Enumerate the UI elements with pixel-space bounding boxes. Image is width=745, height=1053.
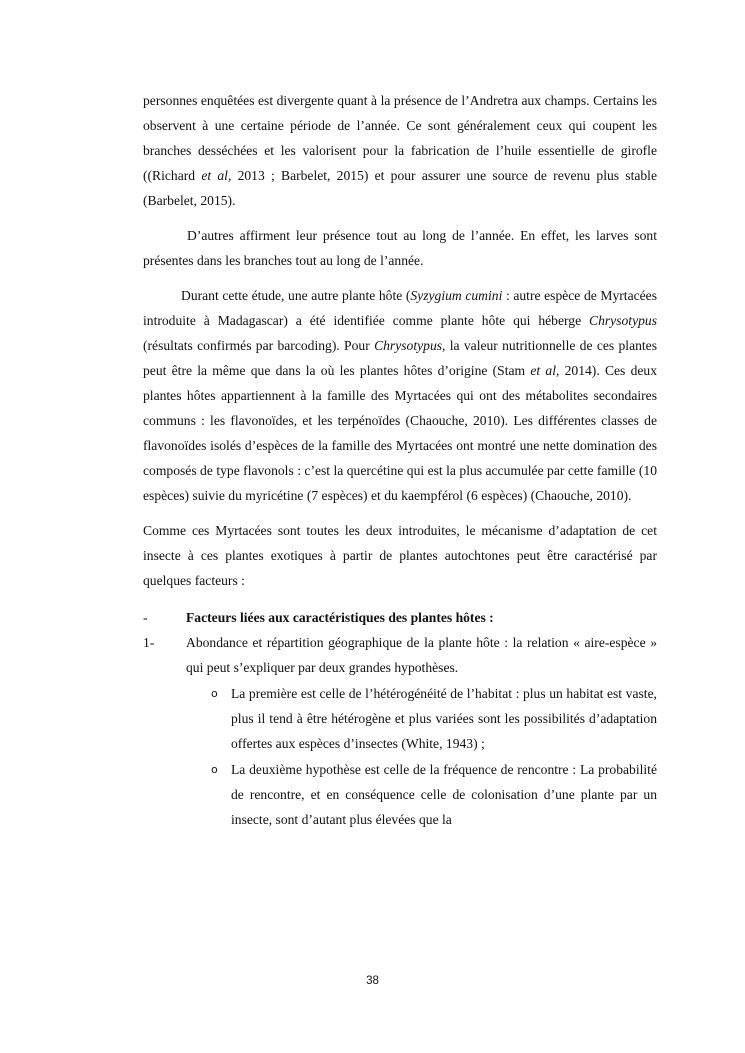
section-heading: Facteurs liées aux caractéristiques des plantes hôtes : (186, 610, 494, 625)
page-number: 38 (366, 975, 379, 987)
bullet-icon: o (211, 763, 218, 776)
sub-bullet-1: o La première est celle de l’hétérogénéité de l’habitat : plus un habitat est vaste, plus il tend à être hétérogène et plus variées sont les possibilités d’adaptation offertes aux espèces d’insectes (White, 1943) ; (143, 681, 657, 756)
list-heading (143, 605, 657, 630)
paragraph-4: Comme ces Myrtacées sont toutes les deux introduites, le mécanisme d’adaptation de cet insecte à ces plantes exotiques à partir de plantes autochtones peut être caractérisé par quelques facteurs : (143, 523, 657, 588)
species-name: Syzygium cumini (410, 288, 503, 303)
paragraph-1: personnes enquêtées est divergente quant à la présence de l’Andretra aux champs. Certains les observent à une certaine période de l’année. Ce sont généralement ceux qui coupent les branches desséchées et les valorisent pour la fabrication de l’huile essentielle de girofle ((Richard et al, 2013 ; Barbelet, 2015) et pour assurer une source de revenu plus stable (Barbelet, 2015). (143, 93, 657, 208)
bullet-icon: o (211, 687, 218, 700)
dash-marker: - (143, 610, 148, 625)
sub-bullet-2: o La deuxième hypothèse est celle de la fréquence de rencontre : La probabilité de rencontre, et en conséquence celle de colonisation d’une plante par un insecte, sont d’autant plus élevées que la (143, 757, 657, 832)
paragraph-3: Durant cette étude, une autre plante hôte (Syzygium cumini : autre espèce de Myrtacées introduite à Madagascar) a été identifiée comme plante hôte qui héberge Chrysotypus (résultats confirmés par barcoding). Pour Chrysotypus, la valeur nutritionnelle de ces plantes peut être la même que dans la où les plantes hôtes d’origine (Stam et al, 2014). Ces deux plantes hôtes appartiennent à la famille des Myrtacées qui ont des métabolites secondaires communs : les flavonoïdes, et les terpénoïdes (Chaouche, 2010). Les différentes classes de flavonoïdes isolés d’espèces de la famille des Myrtacées ont montré une nette domination des composés de type flavonols : c’est la quercétine qui est la plus accumulée par cette famille (10 espèces) suivie du myricétine (7 espèces) et du kaempférol (6 espèces) (Chaouche, 2010). (143, 288, 657, 503)
et-al-citation: et al, (201, 168, 232, 183)
page-body (143, 88, 657, 832)
et-al-citation: et al, (530, 363, 560, 378)
species-name: Chrysotypus (589, 313, 657, 328)
numbered-item-1: 1- Abondance et répartition géographique de la plante hôte : la relation « aire-espèce » qui peut s’expliquer par deux grandes hypothèses. (143, 630, 657, 680)
item-number: 1- (143, 635, 155, 650)
paragraph-2: D’autres affirment leur présence tout au long de l’année. En effet, les larves sont présentes dans les branches tout au long de l’année. (143, 228, 657, 268)
species-name: Chrysotypus (374, 338, 443, 353)
